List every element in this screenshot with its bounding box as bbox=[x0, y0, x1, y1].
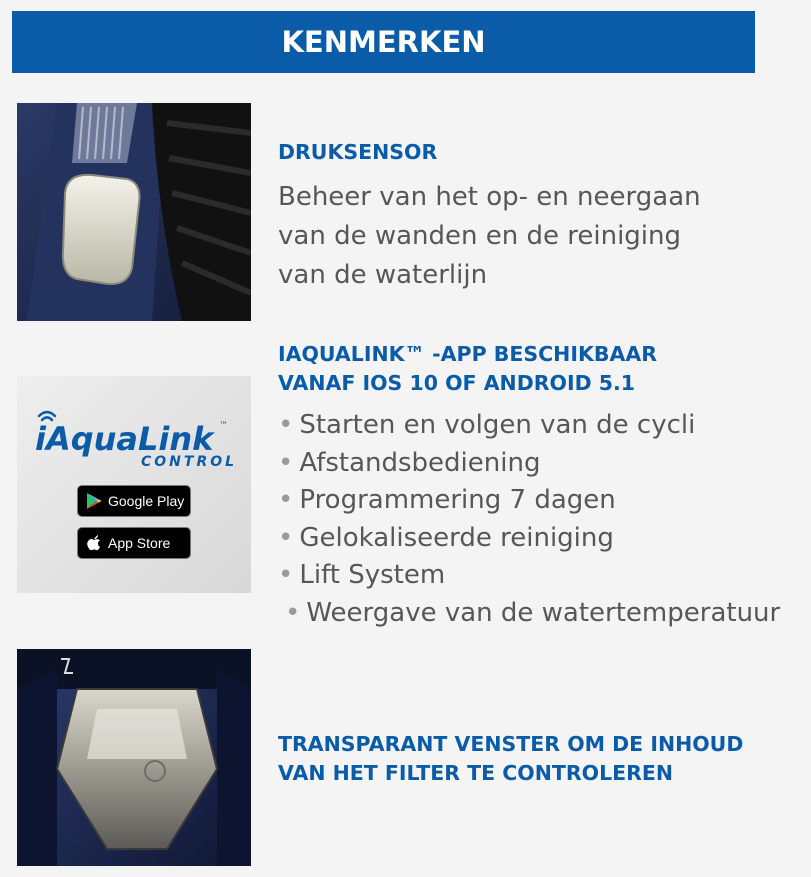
apple-icon bbox=[86, 534, 102, 552]
list-item-text: Afstandsbediening bbox=[299, 447, 541, 478]
bullet-icon: • bbox=[285, 597, 301, 628]
feature-title-line: VANAF IOS 10 OF ANDROID 5.1 bbox=[278, 371, 636, 395]
list-item bbox=[278, 407, 780, 445]
bullet-icon: • bbox=[278, 485, 294, 515]
google-play-button[interactable] bbox=[77, 485, 191, 517]
bullet-icon: • bbox=[278, 522, 294, 553]
list-item-text: Gelokaliseerde reiniging bbox=[299, 522, 614, 553]
list-item-text: Starten en volgen van de cycli bbox=[299, 410, 696, 440]
description-line: Beheer van het op- en neergaan bbox=[278, 182, 701, 212]
logo-sub-text: CONTROL bbox=[141, 454, 238, 466]
feature-description-pressure-sensor bbox=[278, 178, 701, 295]
google-play-label: Google Play bbox=[108, 493, 185, 509]
list-item-text: Programmering 7 dagen bbox=[299, 485, 616, 515]
description-line: van de waterlijn bbox=[278, 260, 488, 290]
feature-title-pressure-sensor bbox=[278, 138, 437, 167]
iaqualink-logo bbox=[31, 406, 241, 466]
list-item-text: Lift System bbox=[299, 560, 446, 590]
list-item bbox=[278, 520, 780, 558]
section-title: KENMERKEN bbox=[281, 25, 486, 59]
app-store-label: App Store bbox=[108, 535, 171, 551]
feature-title-line: IAQUALINK™ -APP BESCHIKBAAR bbox=[278, 342, 657, 366]
app-badge-image bbox=[17, 376, 251, 593]
section-header bbox=[12, 11, 755, 73]
bullet-icon: • bbox=[278, 410, 294, 440]
feature-title-line: DRUKSENSOR bbox=[278, 140, 438, 164]
filter-window-image bbox=[17, 649, 251, 866]
app-feature-list bbox=[278, 407, 780, 632]
logo-tm-text: ™ bbox=[219, 421, 228, 431]
app-store-button[interactable] bbox=[77, 527, 191, 559]
feature-title-app bbox=[278, 340, 657, 398]
list-item bbox=[278, 482, 780, 520]
feature-title-filter-window bbox=[278, 730, 743, 788]
list-item bbox=[278, 557, 780, 595]
logo-main-text: iAquaLink bbox=[35, 420, 214, 458]
google-play-icon bbox=[86, 492, 102, 510]
list-item bbox=[285, 595, 780, 633]
bullet-icon: • bbox=[278, 560, 294, 590]
feature-title-line: TRANSPARANT VENSTER OM DE INHOUD bbox=[278, 732, 744, 756]
bullet-icon: • bbox=[278, 447, 294, 478]
list-item-text: Weergave van de watertemperatuur bbox=[306, 597, 781, 628]
list-item bbox=[278, 445, 780, 483]
description-line: van de wanden en de reiniging bbox=[278, 221, 681, 251]
feature-title-line: VAN HET FILTER TE CONTROLEREN bbox=[278, 761, 674, 785]
pressure-sensor-image bbox=[17, 103, 251, 321]
